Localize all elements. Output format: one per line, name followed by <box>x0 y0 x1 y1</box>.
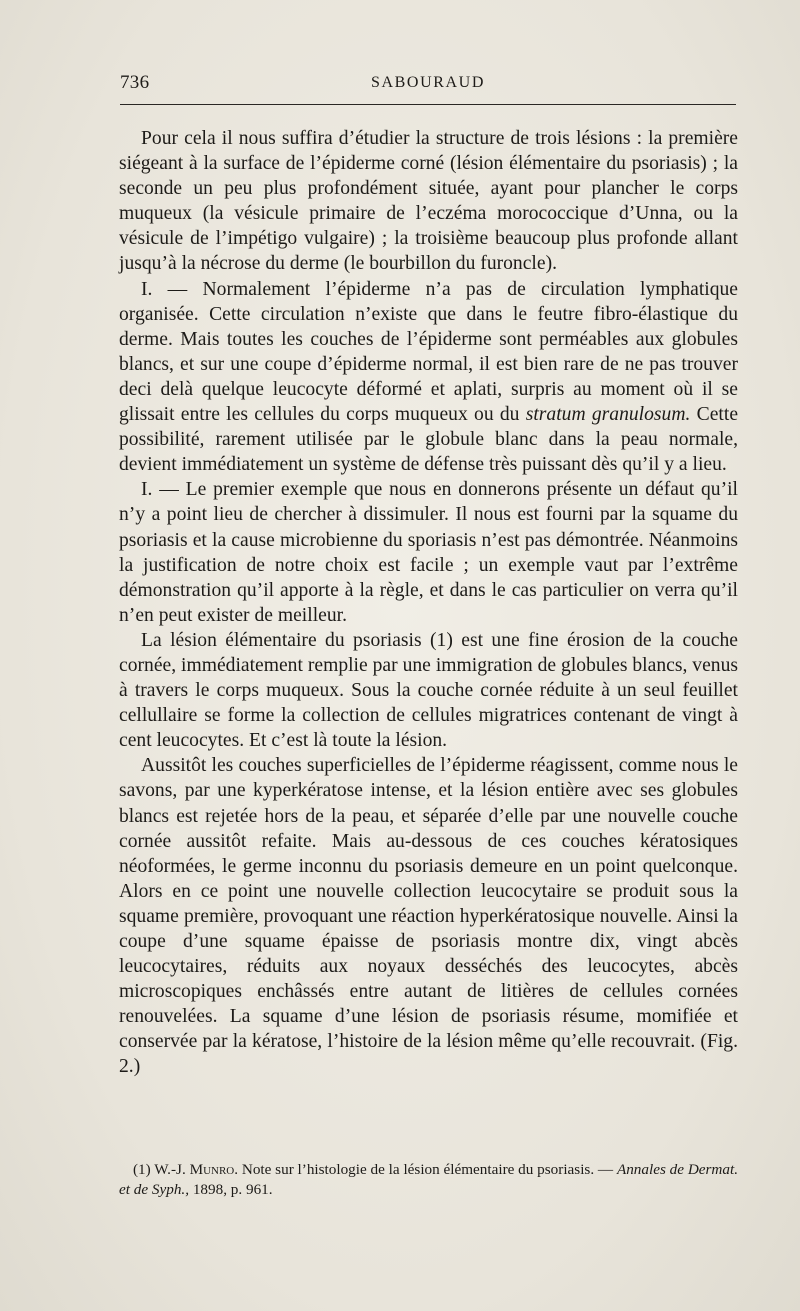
body-text <box>119 126 738 1080</box>
paragraph-1: Pour cela il nous suffira d’étudier la structure de trois lésions : la première siégeant à la surface de l’épiderme corné (lésion élémentaire du psoriasis) ; la seconde un peu plus profondément située, ayant pour plancher le corps muqueux (la vésicule primaire de l’eczéma morococcique d’Unna, ou la vésicule de l’impétigo vulgaire) ; la troisième beaucoup plus profonde allant jusqu’à la nécrose du derme (le bourbillon du furoncle). <box>119 128 738 275</box>
footnote-marker: (1) W.-J. <box>133 1161 186 1178</box>
page-header <box>120 72 736 96</box>
footnote-author: Munro. <box>189 1161 239 1178</box>
paragraph-5: Aussitôt les couches superficielles de l’épiderme réagissent, comme nous le savons, par une kyperkératose intense, et la lésion entière avec ses globules blancs est rejetée hors de la peau, et séparée d’elle par une nouvelle couche cornée aussitôt refaite. Mais au-dessous de ces couches kératosiques néoformées, le germe inconnu du psoriasis demeure en un point quelconque. Alors en ce point une nouvelle collection leucocytaire se produit sous la squame première, provoquant une réaction hyperkératosique nouvelle. Ainsi la coupe d’une squame épaisse de psoriasis montre dix, vingt abcès leucocytaires, réduits aux noyaux desséchés des leucocytes, abcès microscopiques enchâssés entre autant de litières de cellules cornées renouvelées. La squame d’une lésion de psoriasis résume, momifiée et conservée par la kératose, l’histoire de la lésion même qu’elle recouvrait. (Fig. 2.) <box>119 755 738 1078</box>
footnote-body: Note sur l’histologie de la lésion élémentaire du psoriasis. — <box>238 1161 614 1178</box>
paragraph-2 <box>119 277 738 478</box>
footnote-journal: Annales de Dermat. et de Syph., <box>119 1161 739 1198</box>
paragraph-2-end: Cette possibilité, rarement utilisée par le globule blanc dans la peau normale, devient immédiatement un système de défense très puissant dès qu’il y a lieu. <box>119 404 739 476</box>
footnote-citation: 1898, p. 961. <box>189 1180 273 1198</box>
paragraph-2-text: I. — Normalement l’épiderme n’a pas de circulation lymphatique organisée. Cette circulation n’existe que dans le feutre fibro-élastique du derme. Mais toutes les couches de l’épiderme sont perméables aux globules blancs, et sur une coupe d’épiderme normal, il est bien rare de ne pas trouver deci delà quelque leucocyte déformé et aplati, surpris au moment où il se glissait entre les cellules du corps muqueux ou du <box>119 278 738 426</box>
paragraph-3: I. — Le premier exemple que nous en donnerons présente un défaut qu’il n’y a point lieu de chercher à dissimuler. Il nous est fourni par la squame du psoriasis et la cause microbienne du sporiasis n’est pas démontrée. Néanmoins la justification de notre choix est facile ; un exemple vaut par l’extrême démonstration qu’il apporte à la règle, et dans le cas particulier on verra qu’il n’en peut exister de meilleur. <box>119 479 738 626</box>
footnote <box>119 1160 738 1199</box>
running-title: SABOURAUD <box>371 74 485 91</box>
paragraph-4: La lésion élémentaire du psoriasis (1) est une fine érosion de la couche cornée, immédiatement remplie par une immigration de globules blancs, venus à travers le corps muqueux. Sous la couche cornée réduite à un seul feuillet cellullaire se forme la collection de cellules migratrices contenant de vingt à cent leucocytes. Et c’est là toute la lésion. <box>119 629 738 752</box>
header-rule <box>120 104 736 105</box>
page-number: 736 <box>120 72 150 93</box>
paragraph-2-italic: stratum granulosum. <box>525 404 691 426</box>
footnote-text <box>119 1160 738 1199</box>
